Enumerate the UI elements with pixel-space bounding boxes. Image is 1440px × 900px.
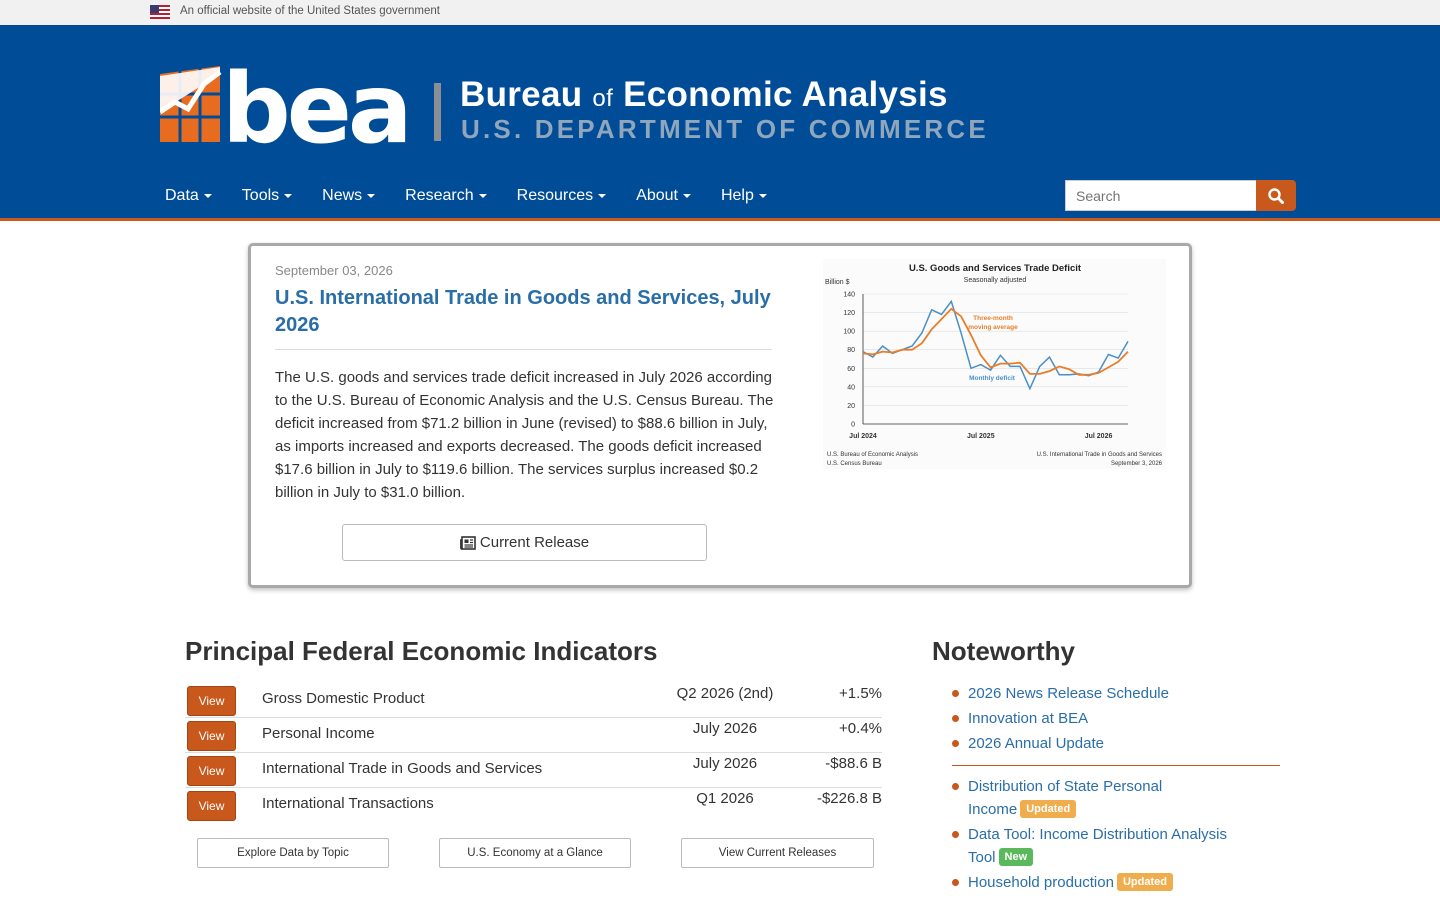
department-name: U.S. DEPARTMENT OF COMMERCE	[461, 114, 989, 144]
nav-help[interactable]: Help	[706, 183, 782, 209]
indicator-period: July 2026	[692, 720, 758, 737]
new-badge: New	[999, 848, 1034, 866]
gov-banner-text: An official website of the United States government	[180, 5, 440, 17]
release-date: September 03, 2026	[275, 263, 393, 278]
divider	[952, 765, 1280, 766]
table-row	[185, 718, 882, 753]
series-label-monthly: Monthly deficit	[969, 375, 1015, 382]
caret-down-icon	[479, 194, 487, 198]
x-tick-label: Jul 2024	[849, 433, 877, 440]
y-tick-label: 20	[847, 402, 855, 410]
nav-about[interactable]: About	[621, 183, 706, 209]
nav-tools[interactable]: Tools	[227, 183, 307, 209]
indicator-name: International Transactions	[262, 795, 434, 812]
noteworthy-heading: Noteworthy	[932, 636, 1075, 666]
noteworthy-list-updates	[952, 775, 1252, 894]
view-button[interactable]: View	[187, 756, 236, 786]
view-button[interactable]: View	[187, 686, 236, 716]
release-summary: The U.S. goods and services trade deficit increased in July 2026 according to the U.S. Bureau of Economic Analysis and the U.S. Census Bureau. The deficit increased from $71.2 billion in June (revised) to $88.6 billion in July, as imports increased and exports decreased. The goods deficit increased $17.6 billion in July to $119.6 billion. The services surplus increased $0.2 billion in July to $31.0 billion.	[275, 369, 774, 501]
indicator-value: +0.4%	[839, 720, 882, 737]
indicators-heading: Principal Federal Economic Indicators	[185, 636, 658, 666]
source-right-1: U.S. International Trade in Goods and Services	[1036, 452, 1162, 458]
divider	[275, 349, 772, 350]
table-row	[185, 788, 882, 823]
explore-data-button[interactable]: Explore Data by Topic	[197, 838, 389, 868]
y-tick-label: 0	[851, 421, 855, 429]
view-button[interactable]: View	[187, 791, 236, 821]
trade-deficit-chart[interactable]	[823, 259, 1166, 469]
x-tick-label: Jul 2025	[966, 433, 995, 440]
indicator-period: July 2026	[692, 755, 758, 772]
indicator-value: -$88.6 B	[825, 755, 882, 772]
y-tick-label: 100	[843, 328, 855, 336]
current-releases-button[interactable]: View Current Releases	[681, 838, 874, 868]
noteworthy-link[interactable]: 2026 News Release Schedule	[952, 682, 1169, 705]
view-button[interactable]: View	[187, 721, 236, 751]
logo-divider	[434, 83, 441, 141]
gov-banner	[0, 0, 1440, 25]
svg-text:bea: bea	[222, 54, 409, 144]
series-label-average-2: moving average	[968, 324, 1018, 331]
search-input[interactable]	[1065, 180, 1257, 211]
chart-title: U.S. Goods and Services Trade Deficit	[908, 263, 1082, 274]
nav-news[interactable]: News	[307, 183, 390, 209]
nav-research[interactable]: Research	[390, 183, 501, 209]
caret-down-icon	[204, 194, 212, 198]
indicator-value: -$226.8 B	[816, 790, 882, 807]
x-tick-label: Jul 2026	[1084, 433, 1113, 440]
indicator-period: Q1 2026	[696, 790, 754, 807]
chart-subtitle: Seasonally adjusted	[963, 277, 1027, 284]
noteworthy-link[interactable]: 2026 Annual Update	[952, 732, 1169, 755]
us-flag-icon	[150, 5, 170, 19]
nav-data[interactable]: Data	[150, 183, 227, 209]
y-tick-label: 40	[847, 384, 855, 392]
source-left-2: U.S. Census Bureau	[827, 461, 882, 467]
y-tick-label: 120	[843, 310, 855, 318]
caret-down-icon	[598, 194, 606, 198]
indicator-value: +1.5%	[839, 685, 882, 702]
nav-resources[interactable]: Resources	[502, 183, 621, 209]
caret-down-icon	[683, 194, 691, 198]
updated-badge: Updated	[1020, 800, 1076, 818]
newspaper-icon	[460, 536, 476, 550]
y-tick-label: 140	[843, 291, 855, 299]
indicator-period: Q2 2026 (2nd)	[676, 685, 774, 702]
release-title-link[interactable]: U.S. International Trade in Goods and Services, July 2026	[275, 287, 771, 336]
updated-badge: Updated	[1117, 873, 1173, 891]
series-label-average: Three-month	[973, 315, 1013, 322]
indicators-table	[185, 683, 882, 823]
indicator-name: Gross Domestic Product	[262, 690, 425, 707]
noteworthy-list	[952, 682, 1169, 755]
economy-glance-button[interactable]: U.S. Economy at a Glance	[439, 838, 631, 868]
indicator-name: Personal Income	[262, 725, 375, 742]
table-row	[185, 753, 882, 788]
noteworthy-link[interactable]: Household production Updated	[952, 871, 1252, 894]
org-name: Bureau of Economic Analysis	[460, 75, 948, 114]
indicator-name: International Trade in Goods and Services	[262, 760, 543, 777]
source-left-1: U.S. Bureau of Economic Analysis	[827, 452, 919, 458]
caret-down-icon	[367, 194, 375, 198]
noteworthy-link[interactable]: Innovation at BEA	[952, 707, 1169, 730]
site-header	[0, 25, 1440, 221]
y-tick-label: 80	[847, 347, 855, 355]
current-release-button[interactable]: Current Release	[342, 524, 707, 561]
search-icon	[1268, 188, 1284, 204]
search-button[interactable]	[1256, 180, 1296, 211]
main-nav	[150, 183, 782, 209]
bea-logo[interactable]	[160, 54, 415, 144]
chart-ylabel: Billion $	[825, 279, 850, 286]
table-row	[185, 683, 882, 718]
y-tick-label: 60	[847, 365, 855, 373]
caret-down-icon	[759, 194, 767, 198]
caret-down-icon	[284, 194, 292, 198]
noteworthy-link[interactable]: Distribution of State Personal Income Updated	[952, 775, 1192, 821]
source-right-2: September 3, 2026	[1110, 461, 1162, 467]
noteworthy-link[interactable]: Data Tool: Income Distribution Analysis Tool New	[952, 823, 1242, 869]
